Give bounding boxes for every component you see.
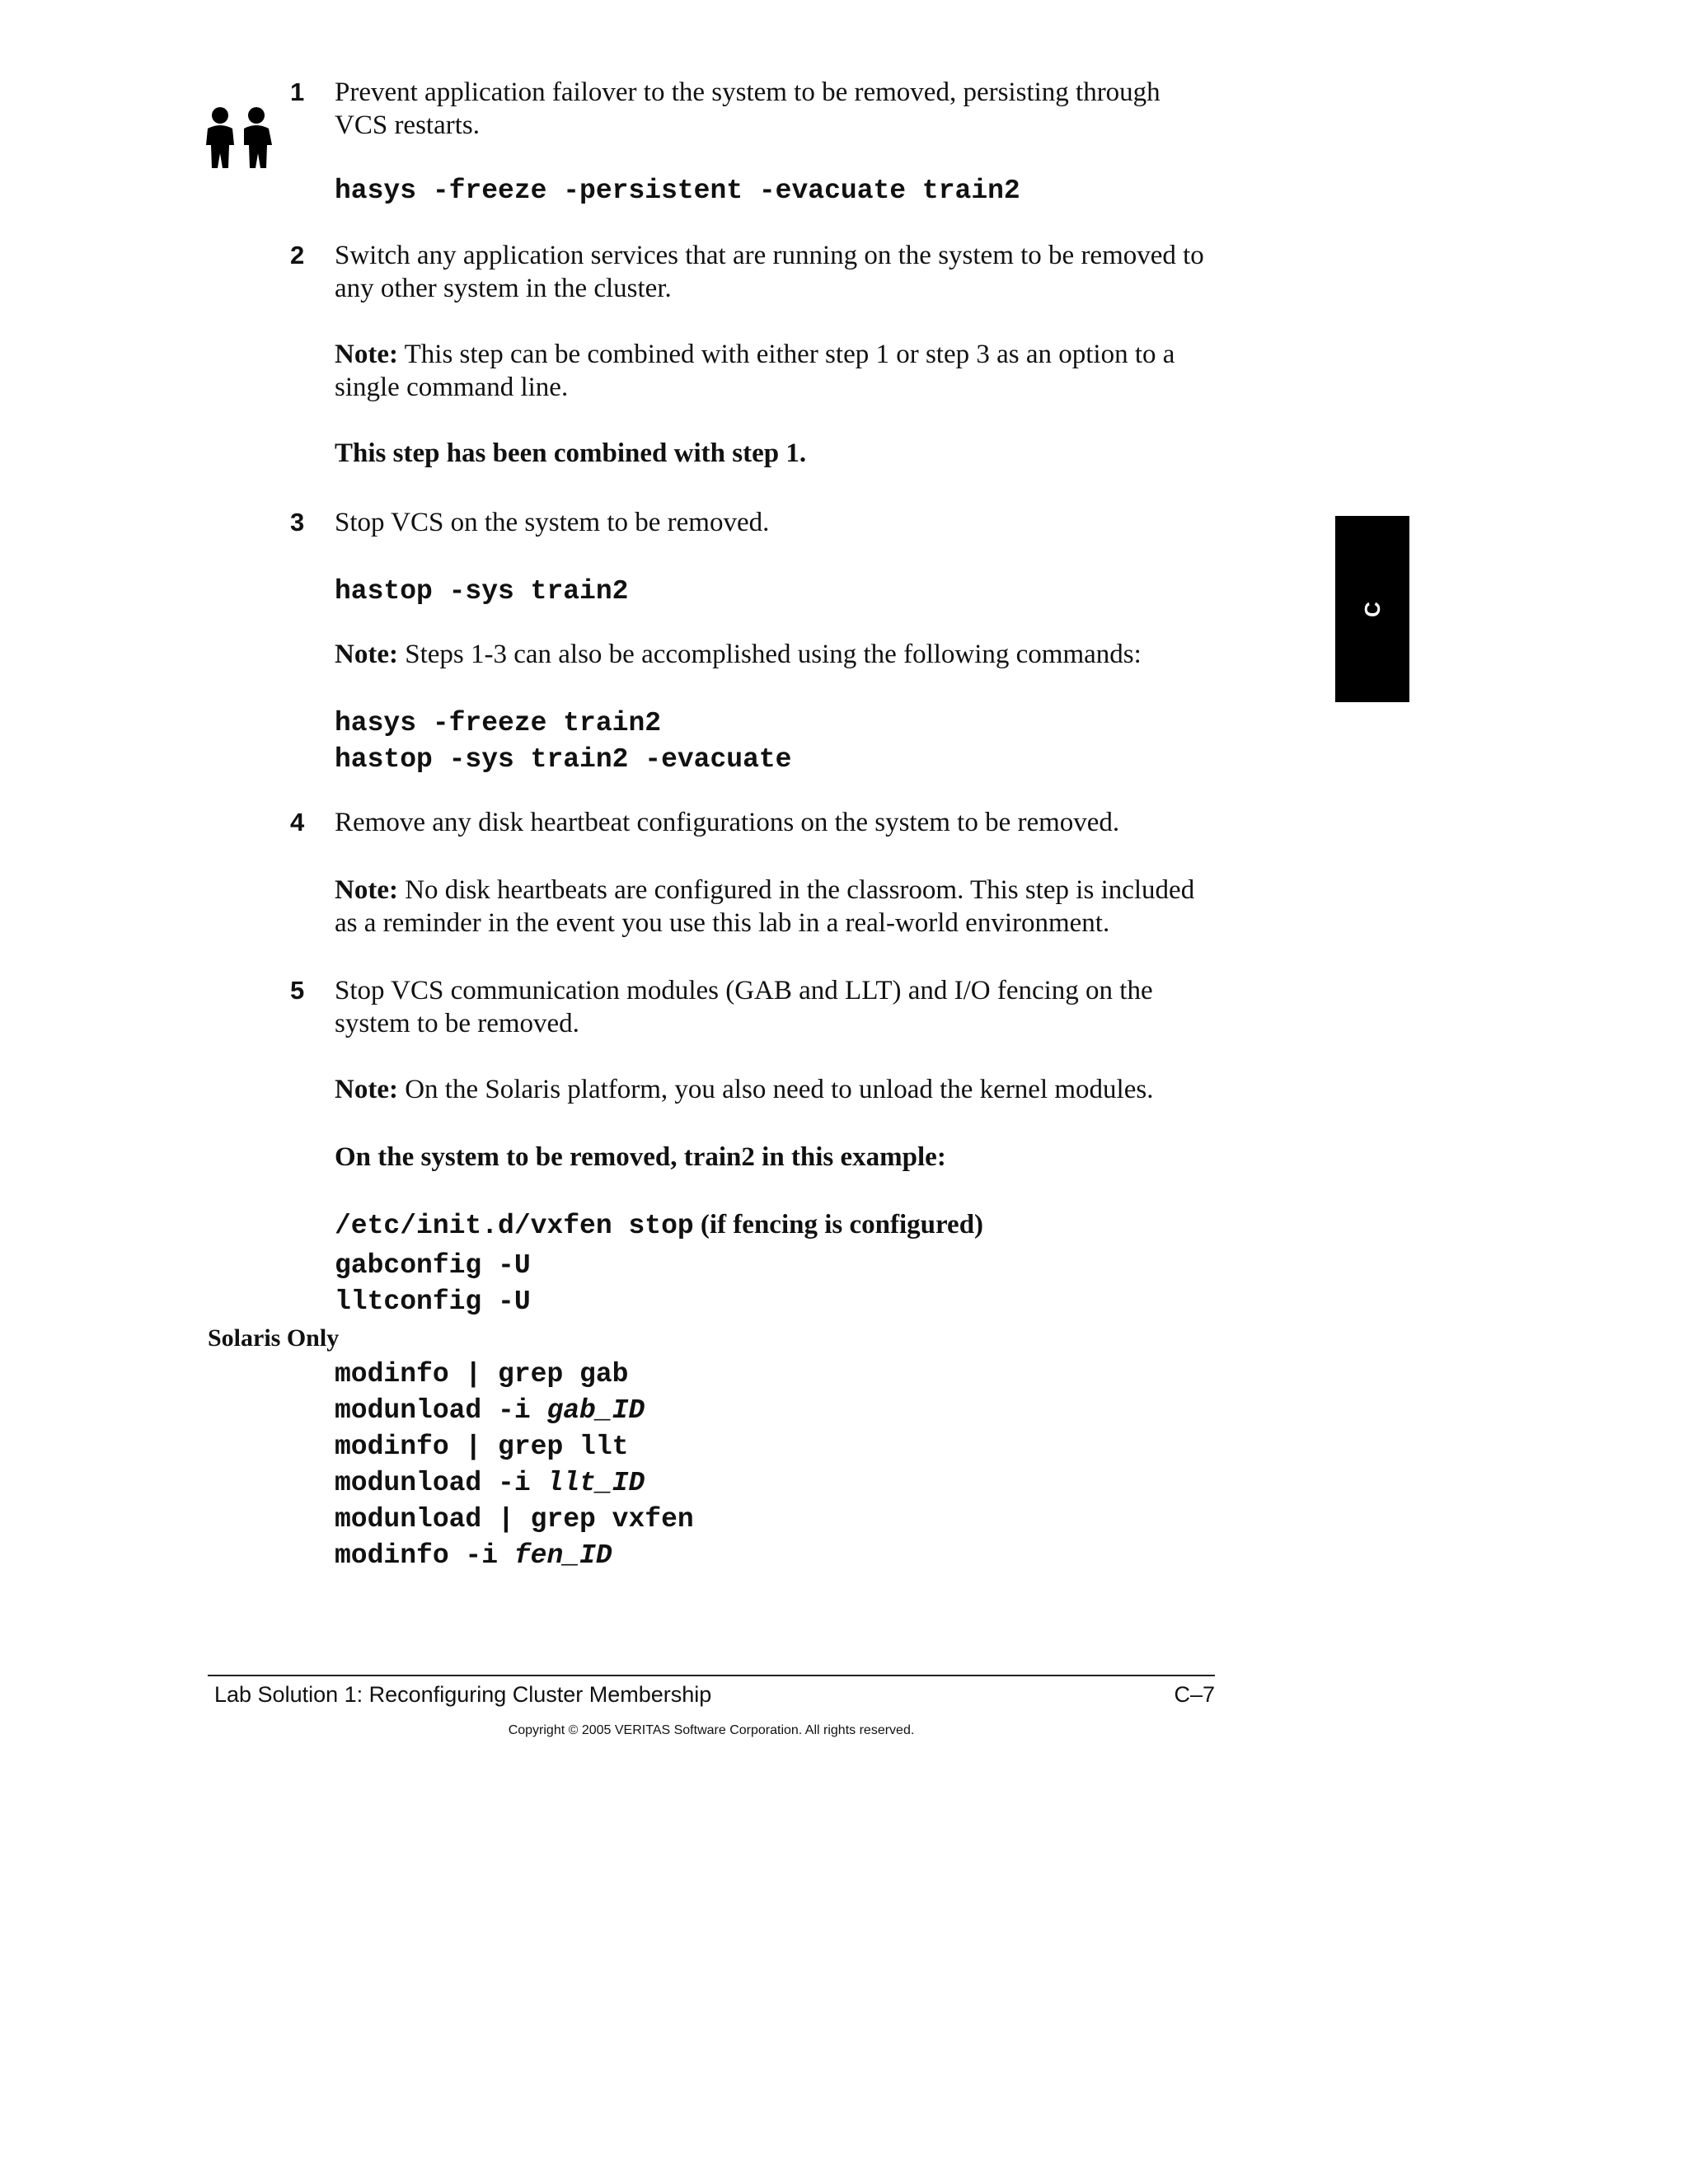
fence-command: /etc/init.d/vxfen stop: [335, 1211, 694, 1241]
step-number: 4: [290, 808, 305, 837]
bold-statement: This step has been combined with step 1.: [335, 438, 807, 468]
command-line: gabconfig -U: [335, 1250, 531, 1281]
footer-title: Lab Solution 1: Reconfiguring Cluster Membership: [214, 1682, 712, 1707]
command-line: hasys -freeze -persistent -evacuate train2: [335, 176, 1020, 206]
two-people-icon: [201, 105, 277, 170]
step-number: 5: [290, 976, 305, 1005]
note-text: Steps 1-3 can also be accomplished using the following commands:: [397, 640, 1142, 669]
page-number: C–7: [1174, 1682, 1215, 1707]
note-text: This step can be combined with either step 1 or step 3 as an option to a single command line.: [335, 340, 1175, 402]
step-text: Stop VCS on the system to be removed.: [335, 508, 770, 537]
step-text: Switch any application services that are running on the system to be removed to any other system in the cluster.: [335, 241, 1204, 303]
argument-placeholder: llt_ID: [546, 1468, 645, 1498]
note-label: Note:: [335, 875, 398, 905]
appendix-tab-label: C: [1359, 601, 1385, 617]
footer-divider: [208, 1675, 1215, 1676]
command-line: lltconfig -U: [335, 1286, 531, 1317]
note-label: Note:: [335, 1075, 398, 1104]
command-line: modunload | grep vxfen: [335, 1504, 694, 1535]
note-paragraph: [335, 1073, 1217, 1106]
command-line: modunload -i gab_ID: [335, 1395, 645, 1426]
command-line: modinfo | grep llt: [335, 1432, 629, 1462]
step-number: 3: [290, 508, 305, 537]
note-paragraph: [335, 638, 1217, 671]
note-text: No disk heartbeats are configured in the classroom. This step is included as a reminder in the event you use this lab in a real-world environment.: [335, 875, 1195, 938]
note-paragraph: [335, 338, 1217, 404]
step-text: Prevent application failover to the system to be removed, persisting through VCS restarts.: [335, 77, 1160, 140]
step-text: Remove any disk heartbeat configurations on the system to be removed.: [335, 808, 1120, 837]
command-line: [335, 1208, 983, 1243]
command-line: hastop -sys train2: [335, 576, 629, 607]
fence-note: (if fencing is configured): [693, 1210, 984, 1240]
note-label: Note:: [335, 340, 398, 369]
command-line: modinfo | grep gab: [335, 1359, 629, 1390]
command-line: modinfo -i fen_ID: [335, 1540, 612, 1571]
bold-statement: On the system to be removed, train2 in this example:: [335, 1142, 946, 1172]
command-line: hastop -sys train2 -evacuate: [335, 744, 792, 775]
copyright-notice: Copyright © 2005 VERITAS Software Corporation. All rights reserved.: [508, 1723, 915, 1737]
solaris-only-label: Solaris Only: [208, 1324, 340, 1352]
command-line: hasys -freeze train2: [335, 708, 662, 738]
note-label: Note:: [335, 640, 398, 669]
argument-placeholder: gab_ID: [546, 1395, 645, 1426]
note-text: On the Solaris platform, you also need to unload the kernel modules.: [397, 1075, 1154, 1104]
step-number: 2: [290, 241, 305, 269]
step-text: Stop VCS communication modules (GAB and LLT) and I/O fencing on the system to be removed.: [335, 976, 1153, 1038]
command-line: modunload -i llt_ID: [335, 1468, 645, 1498]
argument-placeholder: fen_ID: [513, 1540, 612, 1571]
step-number: 1: [290, 77, 305, 106]
note-paragraph: [335, 874, 1217, 940]
appendix-tab: [1335, 516, 1409, 702]
